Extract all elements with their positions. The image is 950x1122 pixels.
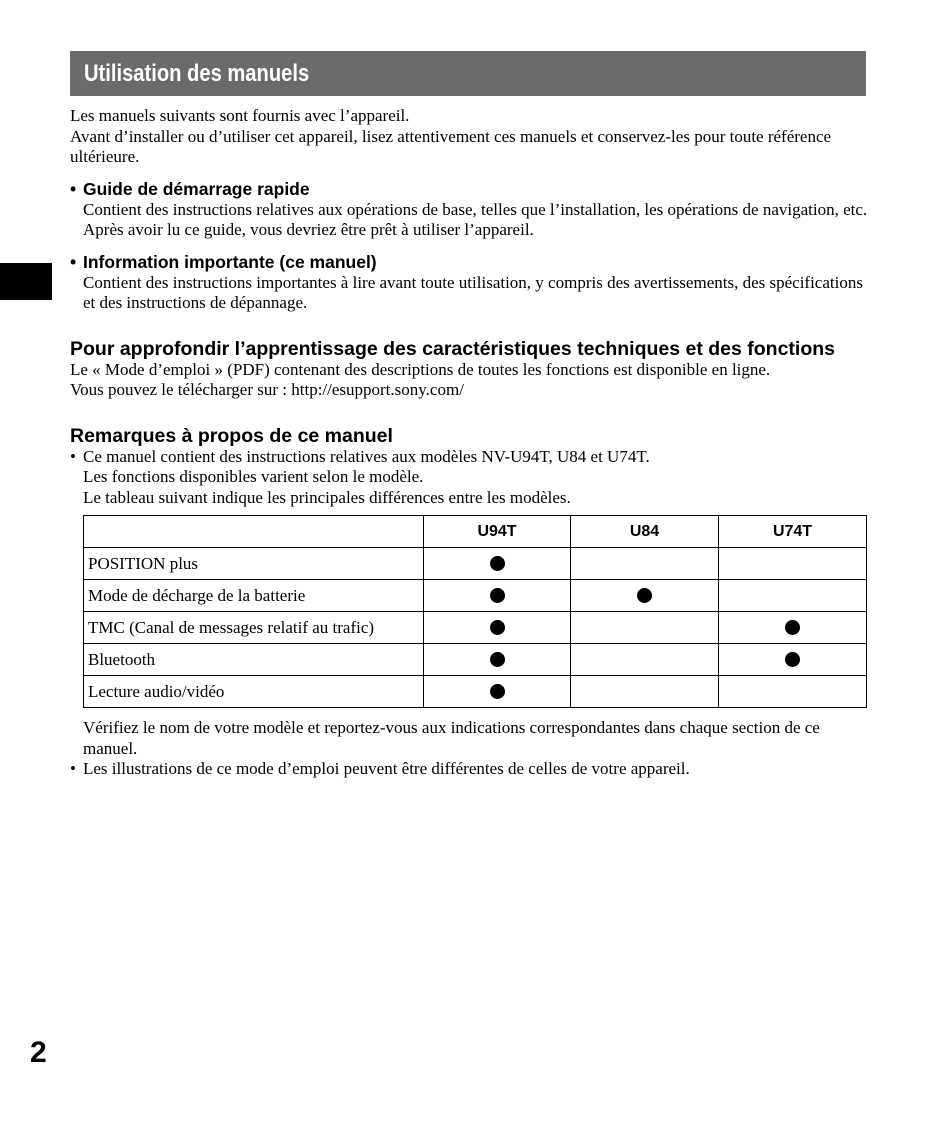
manual-item-quick-start — [70, 179, 870, 241]
table-row — [84, 644, 867, 676]
intro-line: Les manuels suivants sont fournis avec l’appareil. — [70, 106, 410, 125]
availability-cell — [571, 676, 719, 708]
availability-cell — [719, 580, 867, 612]
availability-cell — [424, 548, 571, 580]
table-header-row — [84, 516, 867, 548]
availability-cell — [571, 548, 719, 580]
table-row — [84, 548, 867, 580]
table-header-corner — [84, 516, 424, 548]
availability-cell — [719, 644, 867, 676]
availability-cell — [424, 580, 571, 612]
feature-cell: POSITION plus — [84, 548, 424, 580]
section-title-banner — [70, 51, 866, 96]
manual-item-description: Contient des instructions relatives aux opérations de base, telles que l’installation, les opérations de navigation, etc. Après avoir lu ce guide, vous devriez être prêt à utiliser l’appareil. — [83, 199, 868, 239]
model-comparison-table — [83, 515, 867, 708]
filled-dot-icon — [490, 652, 505, 667]
availability-cell — [719, 612, 867, 644]
column-header: U94T — [424, 516, 571, 548]
section-body: Le « Mode d’emploi » (PDF) contenant des descriptions de toutes les fonctions est disponible en ligne. Vous pouvez le télécharger sur : http://esupport.sony.com/ — [70, 359, 771, 399]
filled-dot-icon — [785, 620, 800, 635]
section-manual-notes — [70, 425, 870, 780]
section-heading: Pour approfondir l’apprentissage des caractéristiques techniques et des fonctions — [70, 337, 836, 360]
filled-dot-icon — [490, 556, 505, 571]
main-content — [70, 106, 870, 780]
column-header: U74T — [719, 516, 867, 548]
availability-cell — [719, 676, 867, 708]
availability-cell — [424, 612, 571, 644]
section-online-manual — [70, 338, 870, 401]
notes-bullet-illustrations: • Les illustrations de ce mode d’emploi peuvent être différentes de celles de votre appareil. — [70, 759, 690, 778]
availability-cell — [424, 644, 571, 676]
filled-dot-icon — [637, 588, 652, 603]
availability-cell — [571, 644, 719, 676]
notes-bullet-models: • Ce manuel contient des instructions relatives aux modèles NV-U94T, U84 et U74T. Les fonctions disponibles varient selon le modèle. Le tableau suivant indique les principales différences entre les modèles. — [70, 446, 650, 507]
manual-item-description: Contient des instructions importantes à lire avant toute utilisation, y compris des avertissements, des spécifications et des instructions de dépannage. — [83, 272, 863, 312]
section-heading: Remarques à propos de ce manuel — [70, 424, 393, 447]
availability-cell — [571, 612, 719, 644]
page-title: Utilisation des manuels — [84, 60, 310, 87]
table-row — [84, 580, 867, 612]
availability-cell — [424, 676, 571, 708]
section-tab-marker — [0, 263, 52, 300]
page-number: 2 — [30, 1036, 47, 1069]
filled-dot-icon — [785, 652, 800, 667]
table-row — [84, 612, 867, 644]
feature-cell: TMC (Canal de messages relatif au trafic) — [84, 612, 424, 644]
feature-cell: Lecture audio/vidéo — [84, 676, 424, 708]
intro-line: Avant d’installer ou d’utiliser cet appareil, lisez attentivement ces manuels et conservez-les pour toute référence ultérieure. — [70, 126, 832, 166]
filled-dot-icon — [490, 588, 505, 603]
notes-model-instruction: Vérifiez le nom de votre modèle et reportez-vous aux indications correspondantes dans chaque section de ce manuel. — [83, 718, 820, 758]
feature-cell: Mode de décharge de la batterie — [84, 580, 424, 612]
manual-item-title: • Information importante (ce manuel) — [70, 251, 377, 272]
manual-item-important-info — [70, 252, 870, 314]
feature-cell: Bluetooth — [84, 644, 424, 676]
filled-dot-icon — [490, 620, 505, 635]
column-header: U84 — [571, 516, 719, 548]
intro-paragraph — [70, 106, 870, 168]
availability-cell — [571, 580, 719, 612]
filled-dot-icon — [490, 684, 505, 699]
manual-item-title: • Guide de démarrage rapide — [70, 178, 310, 199]
table-row — [84, 676, 867, 708]
availability-cell — [719, 548, 867, 580]
